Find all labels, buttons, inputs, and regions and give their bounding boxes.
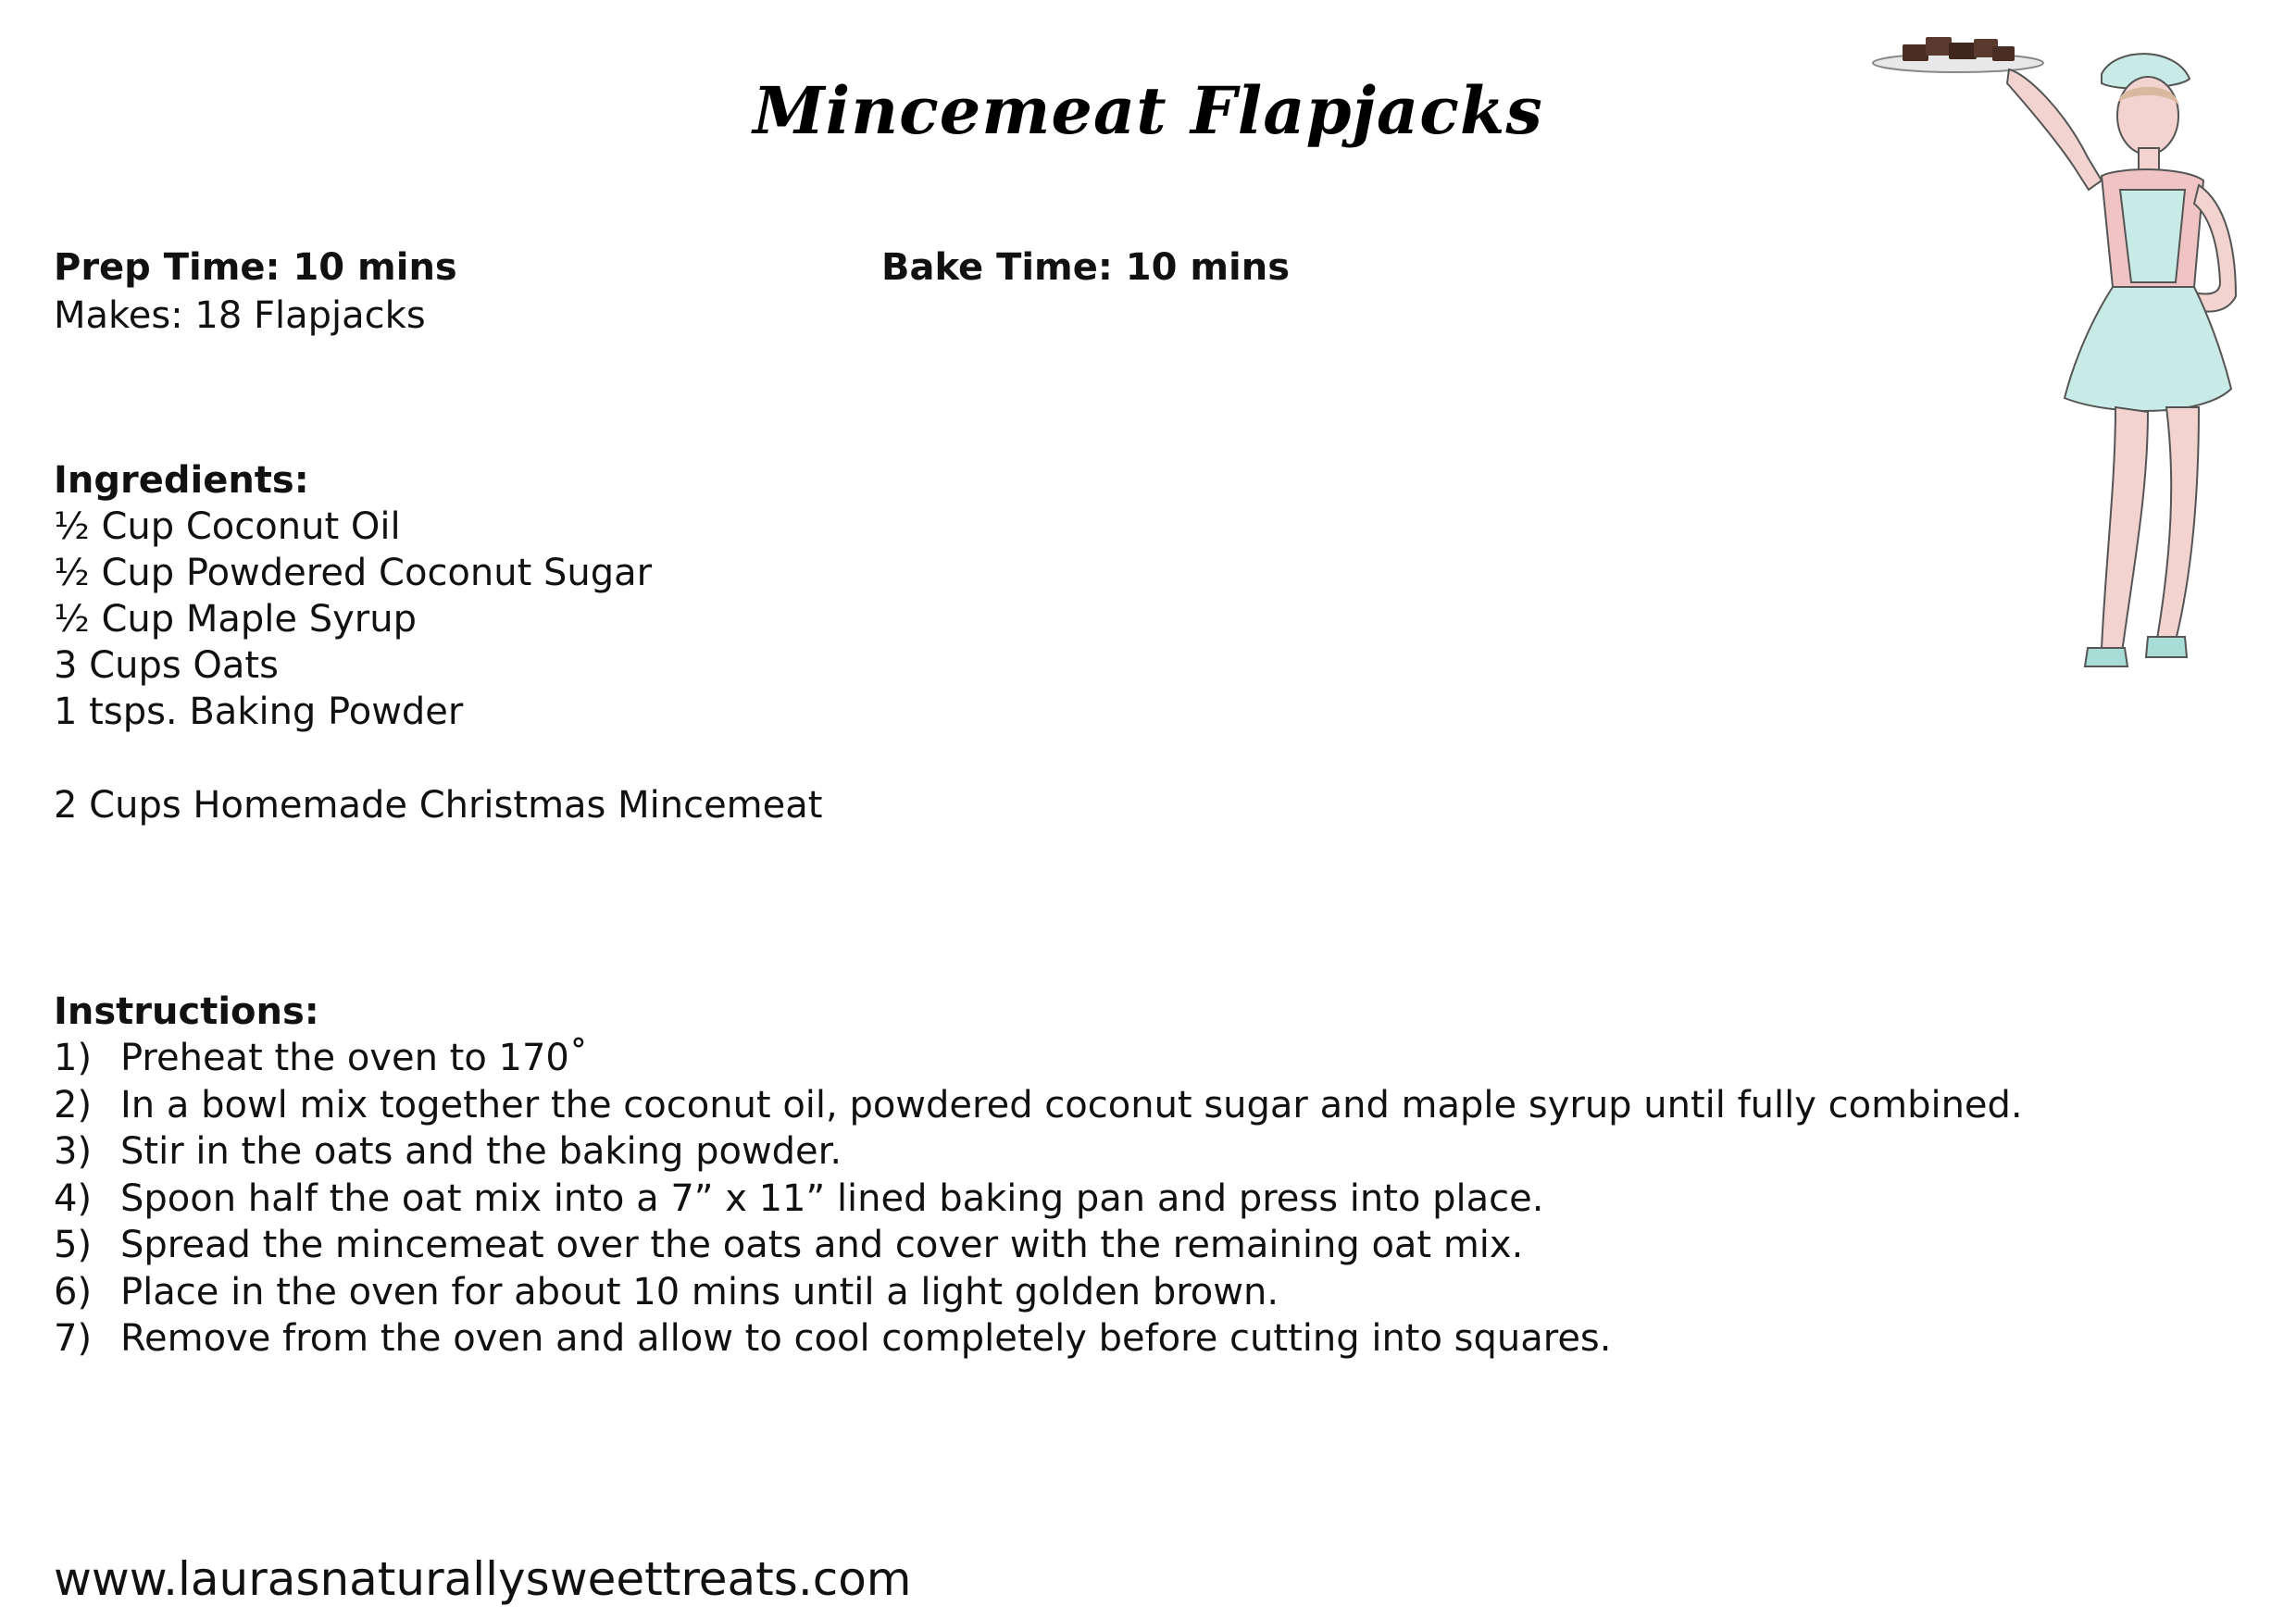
instruction-step: [54, 1128, 2023, 1176]
step-text: Remove from the oven and allow to cool completely before cutting into squares.: [120, 1317, 1612, 1360]
makes-yield: Makes: 18 Flapjacks: [54, 294, 426, 337]
step-text: Stir in the oats and the baking powder.: [120, 1130, 842, 1173]
bake-time: Bake Time: 10 mins: [881, 246, 1291, 289]
step-number: 2): [54, 1083, 93, 1126]
tray-icon: [1873, 37, 2043, 72]
recipe-title: Mincemeat Flapjacks: [753, 72, 1543, 149]
ingredient-item: 2 Cups Homemade Christmas Mincemeat: [54, 784, 823, 827]
step-number: 3): [54, 1130, 93, 1173]
ingredient-item: ½ Cup Coconut Oil: [54, 505, 401, 548]
website-link[interactable]: www.laurasnaturallysweettreats.com: [54, 1552, 912, 1606]
ingredient-item: 1 tsps. Baking Powder: [54, 691, 464, 733]
instruction-step: [54, 1315, 2023, 1363]
instruction-step: [54, 1269, 2023, 1316]
pinup-chef-illustration: [1870, 19, 2277, 703]
prep-time: Prep Time: 10 mins: [54, 246, 457, 289]
ingredient-item: ½ Cup Powdered Coconut Sugar: [54, 552, 653, 594]
instructions-list: [54, 1035, 2023, 1363]
step-number: 4): [54, 1176, 93, 1220]
instruction-step: [54, 1176, 2023, 1223]
ingredient-item: 3 Cups Oats: [54, 644, 279, 687]
step-text: Spread the mincemeat over the oats and cover with the remaining oat mix.: [120, 1224, 1524, 1266]
ingredients-heading: Ingredients:: [54, 459, 309, 502]
instruction-step: [54, 1082, 2023, 1129]
step-number: 1): [54, 1037, 93, 1079]
step-number: 6): [54, 1270, 93, 1313]
instruction-step: [54, 1222, 2023, 1269]
step-text: Place in the oven for about 10 mins until a light golden brown.: [120, 1270, 1279, 1313]
step-number: 7): [54, 1317, 93, 1360]
step-number: 5): [54, 1224, 93, 1266]
ingredients-list: [54, 504, 652, 735]
instruction-step: [54, 1035, 2023, 1082]
instructions-heading: Instructions:: [54, 990, 319, 1033]
ingredient-item: ½ Cup Maple Syrup: [54, 598, 417, 641]
step-text: Spoon half the oat mix into a 7” x 11” lined baking pan and press into place.: [120, 1176, 1544, 1220]
step-text: In a bowl mix together the coconut oil, powdered coconut sugar and maple syrup until fully combined.: [120, 1083, 2023, 1126]
step-text: Preheat the oven to 170˚: [120, 1037, 588, 1079]
